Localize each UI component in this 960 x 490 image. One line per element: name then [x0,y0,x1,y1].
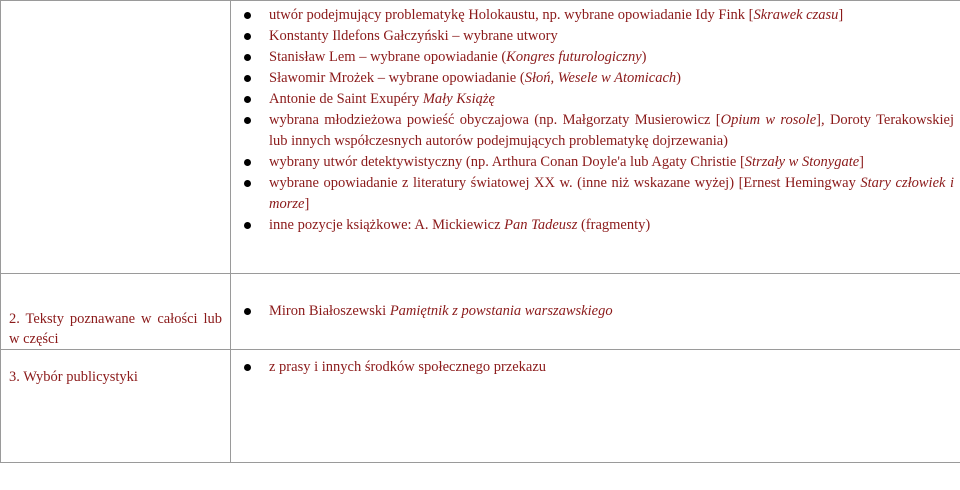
list-item [231,26,960,47]
title-italic-text: Mały Książę [422,91,495,107]
bullet-icon [244,308,251,315]
title-italic-text: Skrawek czasu [753,7,839,23]
list-item [231,68,960,89]
title-italic-text: Pan Tadeusz [504,217,578,233]
list-item [231,152,960,173]
category-cell [1,350,231,463]
reading-items-list [231,350,960,378]
title-italic-text: Pamiętnik z powstania warszawskiego [389,303,613,319]
bullet-icon [244,180,251,187]
item-text: utwór podejmujący problematykę Holokaustu, np. wybrane opowiadanie Idy Fink [ [269,7,754,23]
list-item [231,47,960,68]
items-cell [231,1,960,274]
item-text: Miron Białoszewski [269,303,390,319]
item-text: ], Doroty Terakowskiej lub innych współczesnych autorów podejmujących problematykę dojrzewania) [269,112,954,149]
item-text: (fragmenty) [577,217,651,233]
item-text: Antonie de Saint Exupéry [269,91,423,107]
item-text: ) [676,70,681,86]
bullet-icon [244,364,251,371]
list-item [231,173,960,215]
table-row [1,350,960,463]
item-text: ] [859,154,865,170]
bullet-icon [244,117,251,124]
item-text: Konstanty Ildefons Gałczyński – wybrane utwory [269,28,558,44]
item-text: ) [641,49,647,65]
item-text: Sławomir Mrożek – wybrane opowiadanie ( [269,70,525,86]
table-row [1,1,960,274]
reading-items-list [231,1,960,236]
item-text: wybrana młodzieżowa powieść obyczajowa (np. Małgorzaty Musierowicz [ [269,112,721,128]
category-label: 3. Wybór publicystyki [9,369,138,385]
list-item [231,110,960,152]
item-text: wybrany utwór detektywistyczny (np. Arthura Conan Doyle'a lub Agaty Christie [ [269,154,745,170]
reading-items-list [231,274,960,322]
title-italic-text: Opium w rosole [720,112,817,128]
bullet-icon [244,222,251,229]
item-text: ] [304,196,310,212]
list-item [231,89,960,110]
category-label [1,1,230,7]
bullet-icon [244,54,251,61]
category-cell [1,1,231,274]
list-item [231,301,960,322]
bullet-icon [244,159,251,166]
list-item [231,215,960,236]
item-text: wybrane opowiadanie z literatury światowej XX w. (inne niż wskazane wyżej) [Ernest Hemingway [269,175,861,191]
title-italic-text: Kongres futurologiczny [506,49,642,65]
list-item [231,5,960,26]
bullet-icon [244,33,251,40]
bullet-icon [244,12,251,19]
category-label: 2. Teksty poznawane w całości lub w części [9,311,222,347]
bullet-icon [244,96,251,103]
title-italic-text: Słoń, Wesele w Atomicach [524,70,677,86]
item-text: Stanisław Lem – wybrane opowiadanie ( [269,49,507,65]
item-text: z prasy i innych środków społecznego przekazu [269,359,547,375]
list-item [231,357,960,378]
title-italic-text: Strzały w Stonygate [744,154,860,170]
item-text: inne pozycje książkowe: A. Mickiewicz [269,217,505,233]
items-cell [231,350,960,463]
category-cell [1,274,231,350]
item-text: ] [838,7,844,23]
table-row [1,274,960,350]
title-italic-text: Stary człowiek i morze [269,175,954,212]
items-cell [231,274,960,350]
bullet-icon [244,75,251,82]
